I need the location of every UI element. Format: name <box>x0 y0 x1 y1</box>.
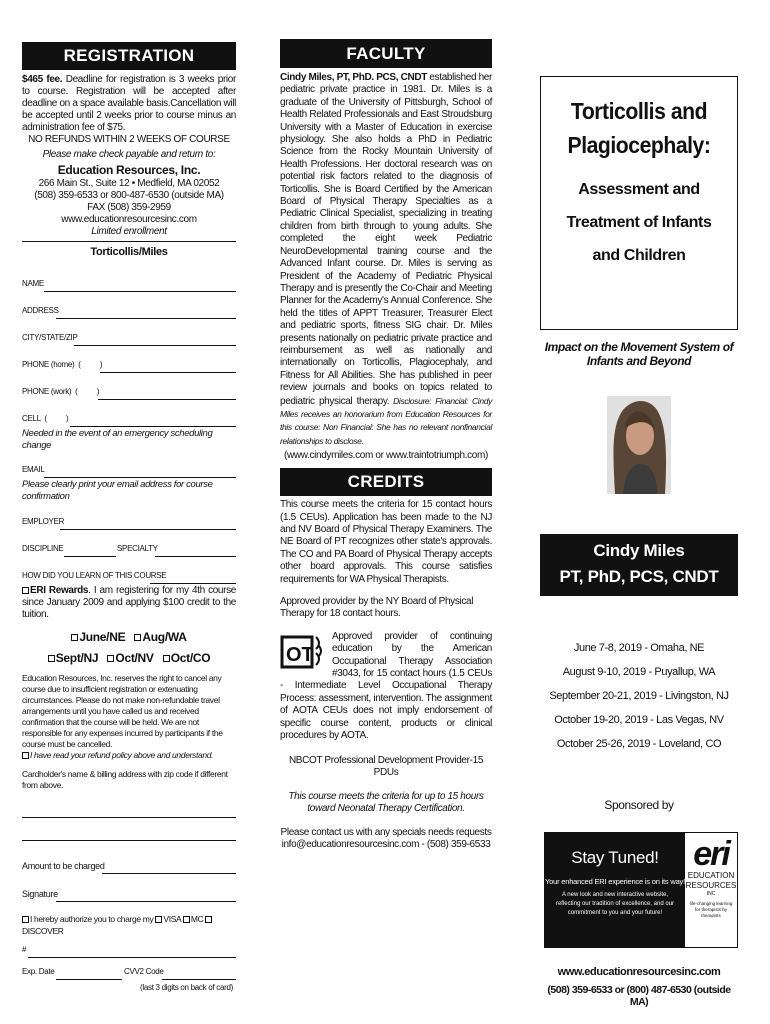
refund-acknowledge-label: I have read your refund policy above and understand. <box>30 750 214 760</box>
org-website[interactable]: www.educationresourcesinc.com <box>61 214 197 225</box>
ad-line-1: Your enhanced ERI experience is on its way! <box>545 877 685 886</box>
eri-rewards-label: ERI Rewards <box>30 585 89 596</box>
cover-website[interactable]: www.educationresourcesinc.com <box>557 966 721 978</box>
city-label: CITY/STATE/ZIP <box>22 333 78 342</box>
presenter-photo <box>607 396 671 494</box>
session-label: Oct/CO <box>170 651 211 665</box>
how-learned-label: HOW DID YOU LEARN OF THIS COURSE <box>22 571 167 580</box>
amount-field[interactable] <box>22 861 236 875</box>
eri-logo-tag: life-changing learning for therapists by therapists <box>689 901 733 918</box>
credits-pt: This course meets the criteria for 15 contact hours (1.5 CEUs). Application has been made to the NJ and NV Board of Physical Therapy Examiners. The NE Board of PT recognizes other state's approvals. The CO and PA Board of Physical Therapy accepts other board approvals. This course satisfies requirements for WA Physical Therapists. <box>280 499 492 585</box>
course-code: Torticollis/Miles <box>90 246 168 258</box>
phone-home-label: PHONE (home) ( ) <box>22 360 103 369</box>
refund-acknowledge[interactable] <box>22 750 236 761</box>
email-field[interactable] <box>22 465 236 479</box>
cardholder-note: Cardholder's name & billing address with zip code if different from above. <box>22 769 228 790</box>
discipline-field[interactable] <box>22 544 236 558</box>
signature-field[interactable] <box>22 889 236 903</box>
faculty-disclosure: Disclosure: Financial: Cindy Miles receives an honorarium from Education Resources for this course: Non Financial: She has no relevant nonfinancial relationships to disclose. <box>280 395 492 446</box>
eri-logo-mark: eri <box>693 835 729 873</box>
exp-input-line[interactable] <box>56 979 122 980</box>
subtitle-line-3: and Children <box>592 247 686 264</box>
checkbox-icon <box>163 655 170 662</box>
specialty-label: SPECIALTY <box>117 544 158 553</box>
cover-panel <box>540 0 738 1024</box>
date-item: August 9-10, 2019 - Puyallup, WA <box>562 666 716 678</box>
name-field[interactable] <box>22 279 236 293</box>
phone-home-input-line[interactable] <box>100 372 236 373</box>
org-address: 266 Main St., Suite 12 • Medfield, MA 02052 <box>38 178 220 189</box>
faculty-links[interactable]: (www.cindymiles.com or www.traintotriumph.com) <box>284 450 488 462</box>
session-option[interactable] <box>107 651 153 665</box>
how-learned-input-line[interactable] <box>150 583 236 584</box>
authorize-checkbox[interactable] <box>22 916 29 923</box>
aota-logo-icon <box>280 631 326 673</box>
faculty-name: Cindy Miles, PT, PhD. PCS, CNDT <box>280 72 427 83</box>
faculty-bio-text: established her pediatric private practice in 1981. Dr. Miles is a graduate of the University of Pittsburgh, School of Health Related Professionals and East Stroudsburg University with a Master of Education in exercise physiology. She also holds a PhD in Pediatric Science from the Rocky Mountain University of Health Professions. Her doctoral research was on potential risk factors related to the diagnosis of Torticollis. She is Board Certified by the American Board of Physical Therapy Specialties as a Pediatric Clinical Specialist, specializing in treating children from birth through to young adults. She completed the eight week Pediatric NeuroDevelopmental training course and the Advanced Infant course. Dr. Miles is serving as President of the Academy of Pediatric Physical Therapy and is presently the Co-Chair and Meeting Planner for the Academy's Annual Conference. She held the titles of APPT Treasurer, Treasurer Elect and pediatric sports, fitness SIG chair. Dr. Miles presents nationally on pediatric private practice and reimbursement as well as nationally and internationally on Torticollis, Plagiocephaly, and Fitness for All Abilities. She has published in peer review journals and books on topics related to pediatric physical therapy. <box>280 72 492 407</box>
session-option[interactable] <box>48 651 99 665</box>
session-option[interactable] <box>163 651 211 665</box>
discipline-label: DISCIPLINE <box>22 544 64 553</box>
fee-paragraph <box>22 74 236 134</box>
mc-checkbox[interactable] <box>183 916 190 923</box>
subtitle-line-2: Treatment of Infants <box>566 214 712 231</box>
faculty-header: FACULTY <box>280 39 492 68</box>
cvv-label: CVV2 Code <box>124 967 164 976</box>
address-input-line[interactable] <box>56 318 236 319</box>
phone-home-field[interactable] <box>22 360 236 374</box>
session-option[interactable] <box>134 630 186 644</box>
org-phone: (508) 359-6533 or 800-487-6530 (outside MA) <box>34 190 224 201</box>
date-item: June 7-8, 2019 - Omaha, NE <box>573 642 705 654</box>
aota-text: Approved provider of continuing education by the American Occupational Therapy Association #3043, for 15 contact hours (1.5 CEUs - Intermediate Level Occupational Therapy Process: assessment, intervention. The assignment of AOTA CEUs does not imply endorsement of specific course content, products or clinical procedures by AOTA. <box>280 630 492 742</box>
registration-panel <box>22 0 236 1024</box>
cvv-input-line[interactable] <box>162 979 236 980</box>
nbcot: NBCOT Professional Development Provider-15 PDUs <box>288 754 484 778</box>
presenter-box <box>540 534 738 596</box>
phone-work-field[interactable] <box>22 387 236 401</box>
email-note: Please clearly print your email address for course confirmation <box>22 479 213 502</box>
address-label: ADDRESS <box>22 306 59 315</box>
registration-header: REGISTRATION <box>22 42 236 70</box>
payable-note: Please make check payable and return to: <box>42 149 216 160</box>
session-option[interactable] <box>71 630 125 644</box>
amount-label: Amount to be charged <box>22 861 105 871</box>
checkbox-icon <box>134 634 141 641</box>
title-line-2: Plagiocephaly: <box>567 132 711 158</box>
authorize-label: I hereby authorize you to charge my <box>30 914 154 924</box>
title-line-1: Torticollis and <box>570 98 708 124</box>
eri-ad-panel <box>545 833 685 947</box>
eri-ad <box>544 832 738 948</box>
signature-input-line[interactable] <box>56 901 236 902</box>
presenter-portrait-icon <box>607 396 671 494</box>
cell-note: Needed in the event of an emergency scheduling change <box>22 428 213 451</box>
card-number-label: # <box>22 945 27 954</box>
date-item: September 20-21, 2019 - Livingston, NJ <box>549 690 729 702</box>
subtitle-line-1: Assessment and <box>578 181 700 198</box>
eri-rewards-checkbox[interactable] <box>22 587 29 594</box>
phone-work-label: PHONE (work) ( ) <box>22 387 100 396</box>
amount-input-line[interactable] <box>102 873 236 874</box>
course-dates <box>540 636 738 756</box>
fee-text: Deadline for registration is 3 weeks prior to course. Registration will be accepted after deadline on a space available basis.Cancellation will be accepted until 2 weeks prior to course minus an administration fee of $75. <box>22 74 236 133</box>
visa-label: VISA <box>163 914 181 924</box>
email-label: EMAIL <box>22 465 45 474</box>
discover-checkbox[interactable] <box>205 916 212 923</box>
exp-field[interactable] <box>22 967 236 981</box>
specialty-input-line[interactable] <box>155 556 236 557</box>
how-learned-field[interactable] <box>22 571 236 585</box>
checkbox-icon <box>107 655 114 662</box>
org-fax: FAX (508) 359-2959 <box>87 202 171 213</box>
discipline-input-line[interactable] <box>64 556 116 557</box>
no-refunds: NO REFUNDS WITHIN 2 WEEKS OF COURSE <box>28 134 230 145</box>
session-options-row2 <box>22 650 236 667</box>
fee-amount: $465 fee. <box>22 74 63 85</box>
city-input-line[interactable] <box>74 345 236 346</box>
eri-logo-sub2: RESOURCES <box>685 881 737 890</box>
card-number-field[interactable] <box>22 945 236 959</box>
eri-logo <box>685 833 737 947</box>
credits-ny: Approved provider by the NY Board of Physical Therapy for 18 contact hours. <box>280 596 474 620</box>
visa-checkbox[interactable] <box>155 916 162 923</box>
sponsored-by: Sponsored by <box>604 798 674 812</box>
checkbox-icon <box>71 634 78 641</box>
cardholder-line-1[interactable] <box>22 817 236 818</box>
eri-rewards[interactable] <box>22 585 236 621</box>
aota-block <box>280 631 492 743</box>
eri-logo-sub1: EDUCATION <box>687 871 735 880</box>
name-input-line[interactable] <box>44 291 236 292</box>
cvv-note: (last 3 digits on back of card) <box>140 983 233 992</box>
contact: Please contact us with any specials needs requests info@educationresourcesinc.com - (508) 359-6533 <box>280 826 492 850</box>
mc-label: MC <box>190 914 204 924</box>
eri-rewards-text: . I am registering for my 4th course since January 2009 and applying $100 credit to the tuition. <box>22 585 236 620</box>
employer-input-line[interactable] <box>60 529 236 530</box>
session-options <box>22 629 236 646</box>
checkbox-icon <box>48 655 55 662</box>
city-field[interactable] <box>22 333 236 347</box>
date-item: October 19-20, 2019 - Las Vegas, NV <box>554 714 724 726</box>
name-label: NAME <box>22 279 44 288</box>
session-label: Aug/WA <box>142 630 187 644</box>
employer-label: EMPLOYER <box>22 517 65 526</box>
authorize-charge <box>22 913 236 937</box>
faculty-bio <box>280 72 492 448</box>
refund-checkbox[interactable] <box>22 752 29 759</box>
svg-text:OT: OT <box>286 643 314 666</box>
signature-label: Signature <box>22 889 58 899</box>
cell-label: CELL ( ) <box>22 414 69 423</box>
cancellation-policy: Education Resources, Inc. reserves the right to cancel any course due to insufficient registration or extenuating circumstances. Please do not make non-refundable travel arrangements until you have called us and received confirmation that the course will be held. We are not responsible for any expenses incurred by participants if the course must be cancelled. <box>22 673 223 749</box>
credits-header: CREDITS <box>280 468 492 496</box>
ad-line-2: A new look and new interactive website, reflecting our tradition of excellence, and our commitment to you and your future! <box>555 892 675 916</box>
cover-phone: (508) 359-6533 or (800) 487-6530 (outside MA) <box>547 984 731 1008</box>
card-number-input-line[interactable] <box>28 957 236 958</box>
cell-input-line[interactable] <box>70 426 236 427</box>
limited-enrollment: Limited enrollment <box>91 226 167 237</box>
session-label: June/NE <box>79 630 126 644</box>
eri-logo-inc: INC <box>706 891 716 897</box>
session-label: Sept/NJ <box>55 651 99 665</box>
org-name: Education Resources, Inc. <box>57 163 201 177</box>
cardholder-line-2[interactable] <box>22 840 236 841</box>
date-item: October 25-26, 2019 - Loveland, CO <box>556 738 722 750</box>
faculty-credits-panel <box>280 0 492 1024</box>
cell-field[interactable] <box>22 414 236 428</box>
address-field[interactable] <box>22 306 236 320</box>
title-box <box>540 76 738 330</box>
phone-work-input-line[interactable] <box>98 399 236 400</box>
session-label: Oct/NV <box>115 651 154 665</box>
discover-label: DISCOVER <box>22 926 64 936</box>
neonatal: This course meets the criteria for up to 15 hours toward Neonatal Therapy Certification. <box>288 790 484 814</box>
tagline: Impact on the Movement System of Infants and Beyond <box>544 340 734 368</box>
presenter-name: Cindy Miles <box>593 541 685 560</box>
presenter-credentials: PT, PhD, PCS, CNDT <box>559 567 719 586</box>
email-input-line[interactable] <box>44 477 236 478</box>
employer-field[interactable] <box>22 517 236 531</box>
ad-headline: Stay Tuned! <box>571 848 659 867</box>
exp-label: Exp. Date <box>22 967 55 976</box>
